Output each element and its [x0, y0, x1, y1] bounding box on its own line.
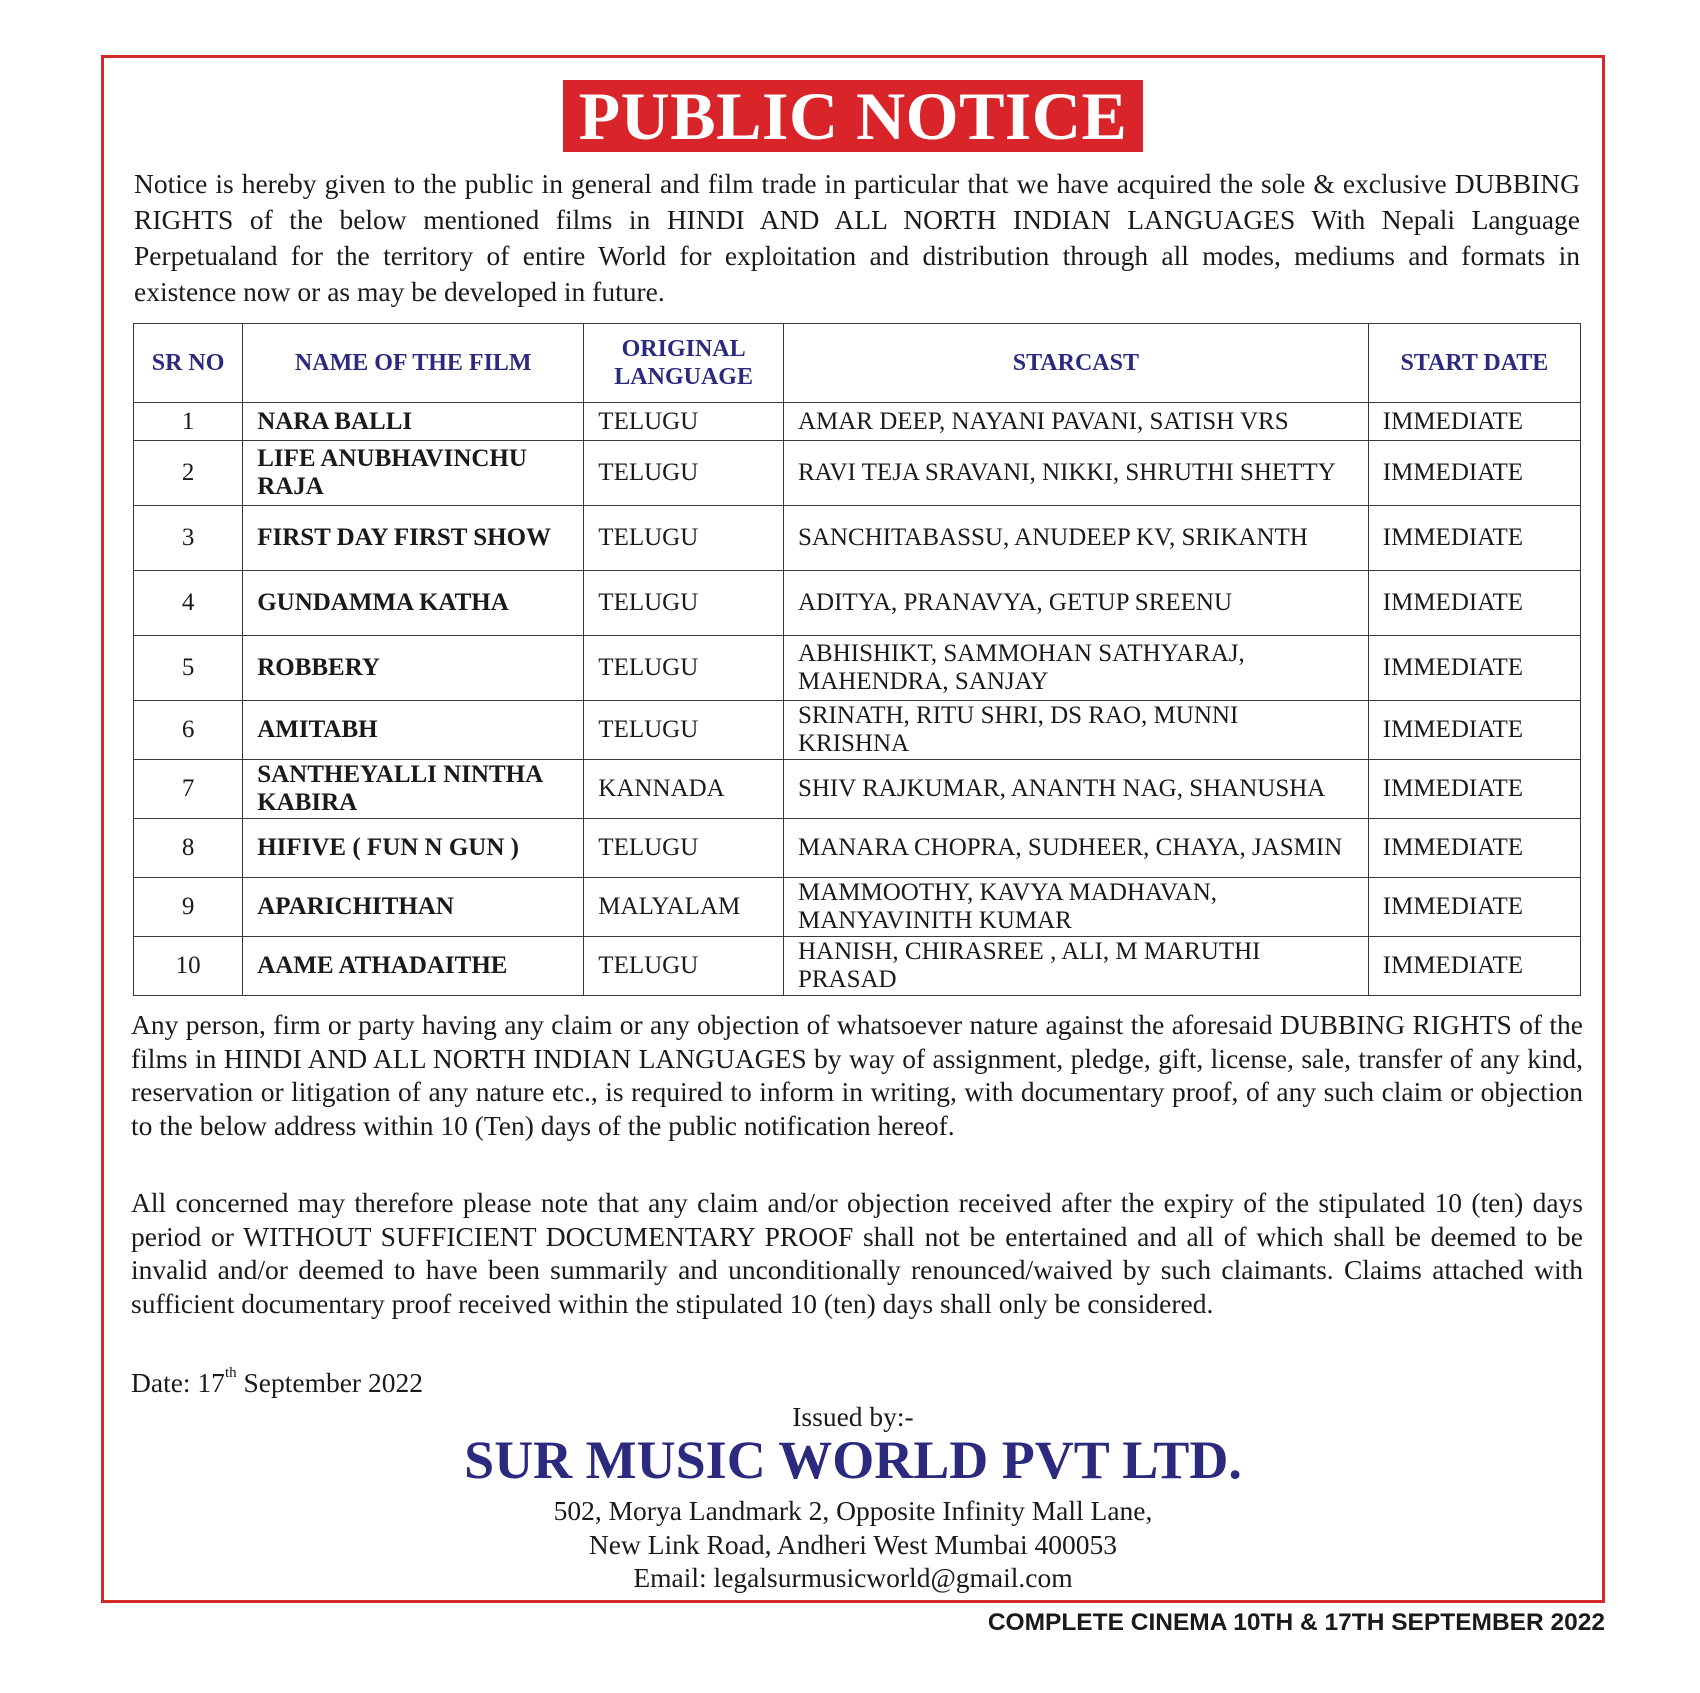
cell-language: KANNADA	[584, 760, 784, 819]
issued-by: Issued by:-	[792, 1401, 914, 1432]
table-header-row	[134, 324, 1581, 403]
cell-language: TELUGU	[584, 636, 784, 701]
cell-sr: 8	[134, 819, 243, 878]
table-row	[134, 403, 1581, 441]
header-start-date: START DATE	[1368, 324, 1580, 403]
cell-start-date: IMMEDIATE	[1368, 636, 1580, 701]
cell-language: TELUGU	[584, 506, 784, 571]
table-row	[134, 636, 1581, 701]
cell-starcast: ADITYA, PRANAVYA, GETUP SREENU	[783, 571, 1368, 636]
cell-language: TELUGU	[584, 403, 784, 441]
header-film-name: NAME OF THE FILM	[243, 324, 584, 403]
cell-sr: 7	[134, 760, 243, 819]
cell-film: APARICHITHAN	[243, 878, 584, 937]
date-suffix: th	[224, 1365, 237, 1381]
header-language: ORIGINAL LANGUAGE	[584, 324, 784, 403]
cell-sr: 10	[134, 937, 243, 996]
cell-sr: 4	[134, 571, 243, 636]
header-starcast: STARCAST	[783, 324, 1368, 403]
cell-sr: 1	[134, 403, 243, 441]
cell-start-date: IMMEDIATE	[1368, 571, 1580, 636]
films-table	[133, 323, 1581, 996]
company-name: SUR MUSIC WORLD PVT LTD.	[464, 1430, 1242, 1490]
cell-language: TELUGU	[584, 701, 784, 760]
cell-start-date: IMMEDIATE	[1368, 506, 1580, 571]
table-row	[134, 878, 1581, 937]
cell-film: AAME ATHADAITHE	[243, 937, 584, 996]
cell-start-date: IMMEDIATE	[1368, 819, 1580, 878]
date-rest: September 2022	[236, 1367, 423, 1398]
notice-frame	[101, 55, 1605, 1603]
address-line-2: New Link Road, Andheri West Mumbai 400053	[588, 1529, 1118, 1560]
cell-language: TELUGU	[584, 571, 784, 636]
table-row	[134, 571, 1581, 636]
email-line: Email: legalsurmusicworld@gmail.com	[633, 1562, 1073, 1593]
cell-start-date: IMMEDIATE	[1368, 403, 1580, 441]
cell-starcast: SHIV RAJKUMAR, ANANTH NAG, SHANUSHA	[783, 760, 1368, 819]
table-row	[134, 506, 1581, 571]
cell-starcast: HANISH, CHIRASREE , ALI, M MARUTHI PRASAD	[783, 937, 1368, 996]
publication-footer: COMPLETE CINEMA 10TH & 17TH SEPTEMBER 2022	[987, 1609, 1605, 1636]
cell-sr: 9	[134, 878, 243, 937]
cell-language: TELUGU	[584, 819, 784, 878]
table-row	[134, 441, 1581, 506]
header-sr-no: SR NO	[134, 324, 243, 403]
table-row	[134, 937, 1581, 996]
notice-title: PUBLIC NOTICE	[563, 80, 1144, 152]
cell-film: SANTHEYALLI NINTHA KABIRA	[243, 760, 584, 819]
cell-sr: 6	[134, 701, 243, 760]
cell-film: LIFE ANUBHAVINCHU RAJA	[243, 441, 584, 506]
date-prefix: Date: 17	[131, 1367, 225, 1398]
intro-paragraph: Notice is hereby given to the public in general and film trade in particular that we have acquired the sole & exclusive DUBBING RIGHTS of the below mentioned films in HINDI AND ALL NORTH INDIAN LANGUAGES With Nepali Language Perpetualand for the territory of entire World for exploitation and distribution through all modes, mediums and formats in existence now or as may be developed in future.	[134, 168, 1580, 307]
cell-start-date: IMMEDIATE	[1368, 760, 1580, 819]
cell-starcast: ABHISHIKT, SAMMOHAN SATHYARAJ, MAHENDRA, SANJAY	[783, 636, 1368, 701]
cell-film: GUNDAMMA KATHA	[243, 571, 584, 636]
cell-start-date: IMMEDIATE	[1368, 878, 1580, 937]
cell-film: FIRST DAY FIRST SHOW	[243, 506, 584, 571]
cell-film: ROBBERY	[243, 636, 584, 701]
cell-start-date: IMMEDIATE	[1368, 441, 1580, 506]
cell-starcast: RAVI TEJA SRAVANI, NIKKI, SHRUTHI SHETTY	[783, 441, 1368, 506]
address-line-1: 502, Morya Landmark 2, Opposite Infinity Mall Lane,	[553, 1495, 1153, 1526]
cell-language: TELUGU	[584, 937, 784, 996]
cell-start-date: IMMEDIATE	[1368, 701, 1580, 760]
cell-film: AMITABH	[243, 701, 584, 760]
cell-starcast: SANCHITABASSU, ANUDEEP KV, SRIKANTH	[783, 506, 1368, 571]
table-row	[134, 760, 1581, 819]
cell-starcast: SRINATH, RITU SHRI, DS RAO, MUNNI KRISHNA	[783, 701, 1368, 760]
table-row	[134, 819, 1581, 878]
cell-film: NARA BALLI	[243, 403, 584, 441]
cell-language: MALYALAM	[584, 878, 784, 937]
cell-starcast: AMAR DEEP, NAYANI PAVANI, SATISH VRS	[783, 403, 1368, 441]
cell-starcast: MAMMOOTHY, KAVYA MADHAVAN, MANYAVINITH KUMAR	[783, 878, 1368, 937]
notice-date	[131, 1367, 423, 1399]
cell-sr: 5	[134, 636, 243, 701]
cell-starcast: MANARA CHOPRA, SUDHEER, CHAYA, JASMIN	[783, 819, 1368, 878]
cell-sr: 2	[134, 441, 243, 506]
concern-paragraph: All concerned may therefore please note that any claim and/or objection received after the expiry of the stipulated 10 (ten) days period or WITHOUT SUFFICIENT DOCUMENTARY PROOF shall not be entertained and all of which shall be deemed to be invalid and/or deemed to have been summarily and unconditionally renounced/waived by such claimants. Claims attached with sufficient documentary proof received within the stipulated 10 (ten) days shall only be considered.	[131, 1187, 1583, 1319]
objection-paragraph: Any person, firm or party having any claim or any objection of whatsoever nature against the aforesaid DUBBING RIGHTS of the films in HINDI AND ALL NORTH INDIAN LANGUAGES by way of assignment, pledge, gift, license, sale, transfer of any kind, reservation or litigation of any nature etc., is required to inform in writing, with documentary proof, of any such claim or objection to the below address within 10 (Ten) days of the public notification hereof.	[131, 1009, 1583, 1141]
cell-film: HIFIVE ( FUN N GUN )	[243, 819, 584, 878]
cell-sr: 3	[134, 506, 243, 571]
table-row	[134, 701, 1581, 760]
cell-start-date: IMMEDIATE	[1368, 937, 1580, 996]
cell-language: TELUGU	[584, 441, 784, 506]
